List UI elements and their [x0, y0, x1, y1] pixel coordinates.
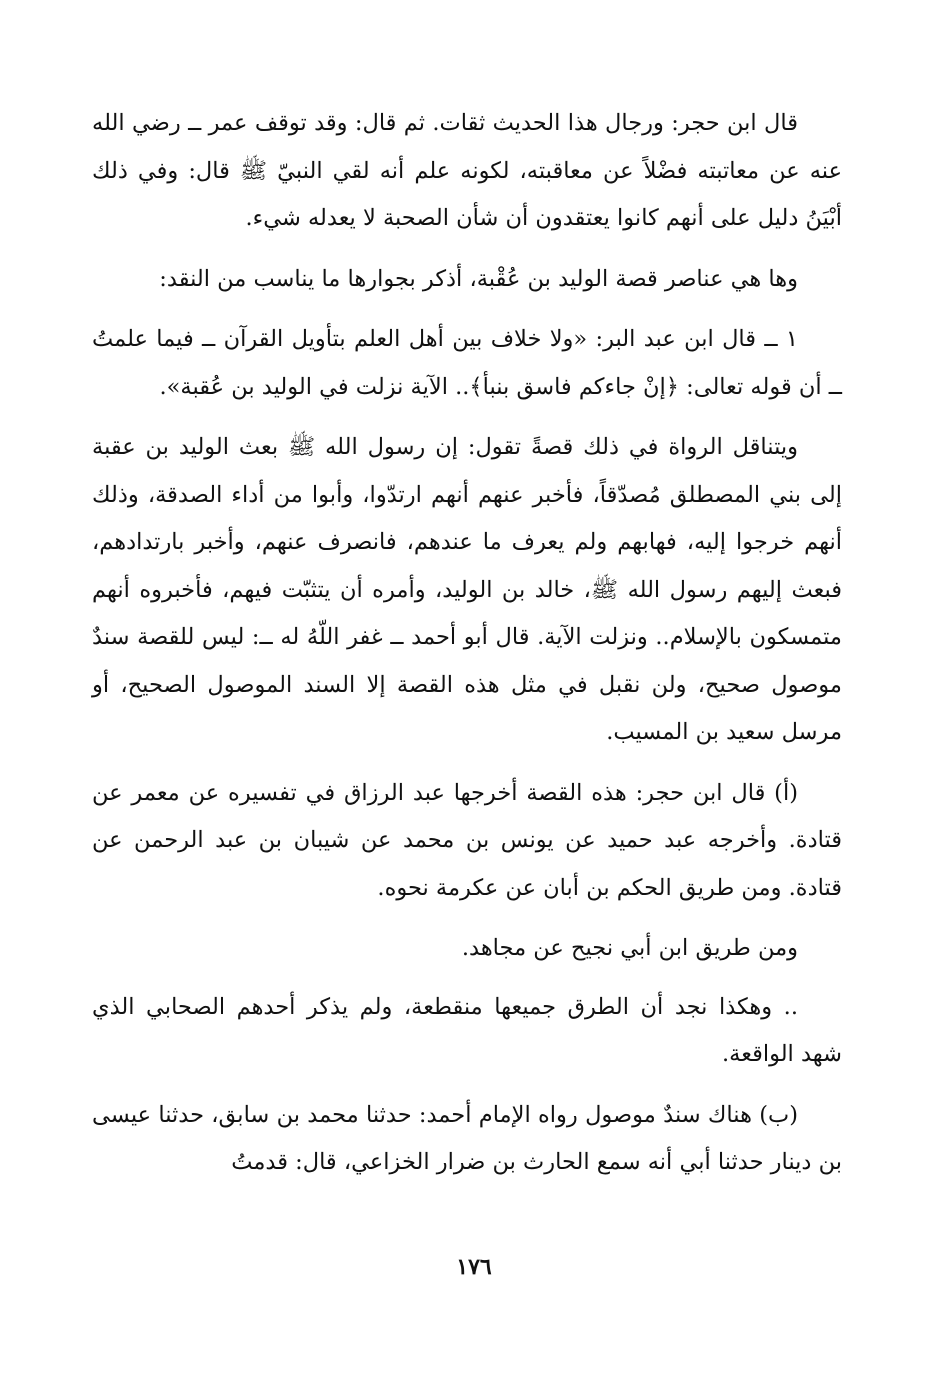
page-number: ١٧٦	[456, 1254, 492, 1280]
book-page-body	[92, 100, 842, 1187]
paragraph-ibn-abd-al-barr: ١ ــ قال ابن عبد البر: «ولا خلاف بين أهل العلم بتأويل القرآن ــ فيما علمتُ ــ أن قوله تعالى: ﴿إنْ جاءكم فاسق بنبأ﴾.. الآية نزلت في الوليد بن عُقبة».	[92, 326, 842, 400]
paragraph-b-imam-ahmad: (ب) هناك سندٌ موصول رواه الإمام أحمد: حدثنا محمد بن سابق، حدثنا عيسى بن دينار حدثنا أبي أنه سمع الحارث بن ضرار الخزاعي، قال: قدمتُ	[92, 1101, 842, 1175]
paragraph-a-abd-al-razzaq: (أ) قال ابن حجر: هذه القصة أخرجها عبد الرزاق في تفسيره عن معمر عن قتادة. وأخرجه عبد حميد عن يونس بن محمد عن شيبان بن عبد الرحمن عن قتادة. ومن طريق الحكم بن أبان عن عكرمة نحوه.	[92, 779, 842, 901]
paragraph-story-elements: وها هي عناصر قصة الوليد بن عُقْبة، أذكر بجوارها ما يناسب من النقد:	[159, 265, 798, 292]
paragraph-mujahid: ومن طريق ابن أبي نجيح عن مجاهد.	[461, 935, 798, 961]
paragraph-broken-chains: .. وهكذا نجد أن الطرق جميعها منقطعة، ولم يذكر أحدهم الصحابي الذي شهد الواقعة.	[92, 993, 842, 1067]
paragraph-narrators-story: ويتناقل الرواة في ذلك قصةً تقول: إن رسول الله ﷺ بعث الوليد بن عقبة إلى بني المصطلق مُصدّقاً، فأخبر عنهم أنهم ارتدّوا، وأبوا من أداء الصدقة، وذلك أنهم خرجوا إليه، فهابهم ولم يعرف ما عندهم، فانصرف عنهم، وأخبر بارتدادهم، فبعث إليهم رسول الله ﷺ، خالد بن الوليد، وأمره أن يتثبّت فيهم، فأخبروه أنهم متمسكون بالإسلام.. ونزلت الآية. قال أبو أحمد ــ غفر اللّهُ له ــ: ليس للقصة سندٌ موصول صحيح، ولن نقبل في مثل هذه القصة إلا السند الموصول الصحيح، أو مرسل سعيد بن المسيب.	[92, 434, 842, 745]
paragraph-ibn-hajar-umar: قال ابن حجر: ورجال هذا الحديث ثقات. ثم قال: وقد توقف عمر ــ رضي الله عنه عن معاتبته فضْلاً عن معاقبته، لكونه علم أنه لقي النبيّ ﷺ قال: وفي ذلك أبْيَنُ دليل على أنهم كانوا يعتقدون أن شأن الصحبة لا يعدله شيء.	[92, 110, 842, 231]
